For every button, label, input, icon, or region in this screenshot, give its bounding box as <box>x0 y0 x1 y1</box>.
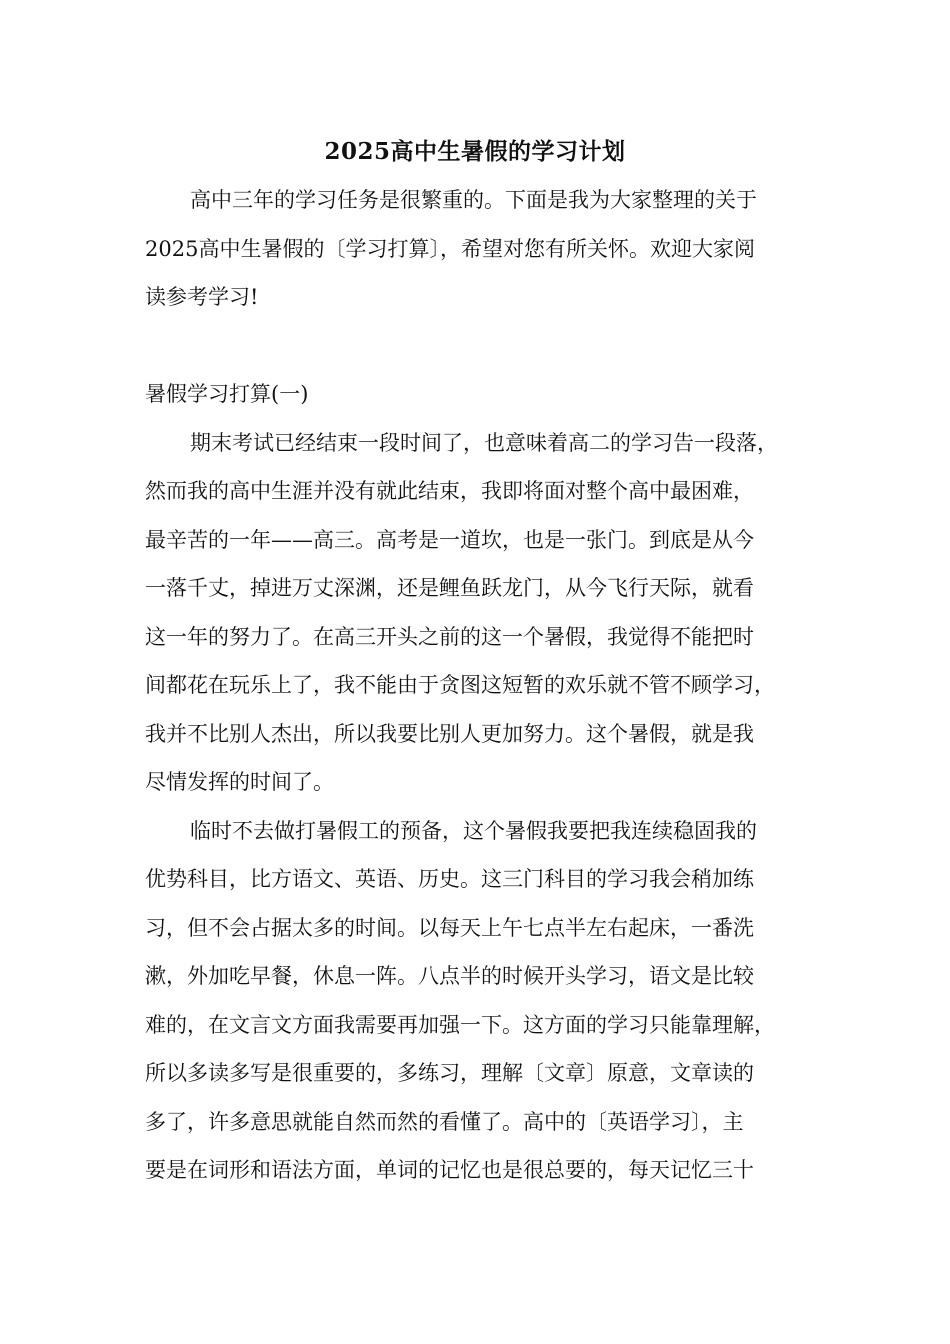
paragraph-line: 难的，在文言文方面我需要再加强一下。这方面的学习只能靠理解， <box>145 1012 775 1037</box>
paragraph-line: 然而我的高中生涯并没有就此结束，我即将面对整个高中最困难， <box>145 479 754 503</box>
paragraph-line: 漱，外加吃早餐，休息一阵。八点半的时候开头学习，语文是比较 <box>145 964 754 988</box>
document-body <box>145 176 815 1195</box>
blank-gap <box>145 322 815 371</box>
intro-line: 读参考学习! <box>145 285 259 309</box>
paragraph-line: 多了，许多意思就能自然而然的看懂了。高中的〔英语学习〕，主 <box>145 1109 744 1134</box>
paragraph-line: 优势科目，比方语文、英语、历史。这三门科目的学习我会稍加练 <box>145 867 754 891</box>
intro-line: 高中三年的学习任务是很繁重的。下面是我为大家整理的关于 <box>190 188 757 212</box>
paragraph-line: 间都花在玩乐上了，我不能由于贪图这短暂的欢乐就不管不顾学习， <box>145 673 775 697</box>
paragraph-line: 这一年的努力了。在高三开头之前的这一个暑假，我觉得不能把时 <box>145 624 754 649</box>
paragraph-line: 我并不比别人杰出，所以我要比别人更加努力。这个暑假，就是我 <box>145 721 754 746</box>
intro-line: 2025高中生暑假的〔学习打算〕，希望对您有所关怀。欢迎大家阅 <box>145 236 755 261</box>
section-heading: 暑假学习打算(一) <box>145 382 309 406</box>
paragraph-line: 所以多读多写是很重要的，多练习，理解〔文章〕原意，文章读的 <box>145 1061 754 1085</box>
paragraph-line: 临时不去做打暑假工的预备，这个暑假我要把我连续稳固我的 <box>190 818 757 843</box>
paragraph-line: 一落千丈，掉进万丈深渊，还是鲤鱼跃龙门，从今飞行天际，就看 <box>145 576 754 600</box>
document-title: 2025高中生暑假的学习计划 <box>324 138 626 165</box>
paragraph-line: 要是在词形和语法方面，单词的记忆也是很总要的，每天记忆三十 <box>145 1158 754 1182</box>
paragraph-line: 习，但不会占据太多的时间。以每天上午七点半左右起床，一番洗 <box>145 915 754 940</box>
paragraph-line: 尽情发挥的时间了。 <box>145 770 334 794</box>
paragraph-line: 期末考试已经结束一段时间了，也意味着高二的学习告一段落， <box>190 430 778 455</box>
paragraph-line: 最辛苦的一年——高三。高考是一道坎，也是一张门。到底是从今 <box>145 527 754 552</box>
